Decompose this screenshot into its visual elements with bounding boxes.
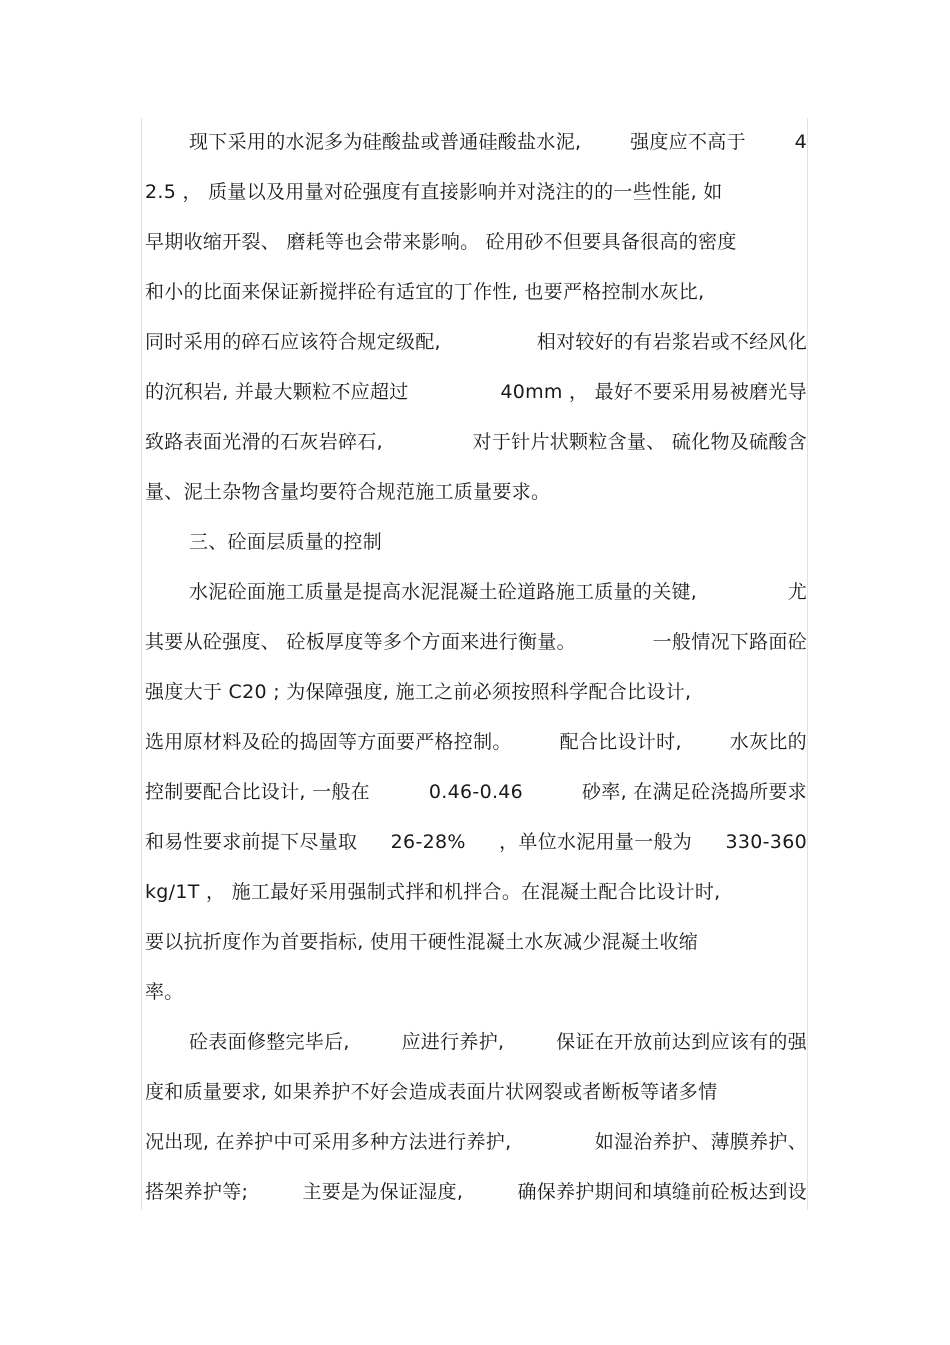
text-line: [145, 424, 807, 474]
text-segment: 砼表面修整完毕后,: [189, 1031, 350, 1053]
text-line: [145, 774, 807, 824]
text-line: [145, 274, 807, 324]
text-segment: 砂率, 在满足砼浇捣所要求: [582, 781, 807, 803]
text-line: [145, 1174, 807, 1224]
text-segment: 如湿治养护、薄膜养护、: [594, 1131, 807, 1153]
text-segment: 三、砼面层质量的控制: [189, 531, 383, 553]
text-segment: 量、泥土杂物含量均要符合规范施工质量要求。: [145, 481, 551, 503]
body-text: [145, 124, 807, 1224]
text-line: [145, 374, 807, 424]
text-line: [145, 624, 807, 674]
text-line: [145, 1074, 807, 1124]
text-line: [145, 874, 807, 924]
text-segment: 强度应不高于: [630, 131, 746, 153]
text-segment: 现下采用的水泥多为硅酸盐或普通硅酸盐水泥,: [189, 131, 582, 153]
text-line: [145, 174, 807, 224]
text-segment: 和易性要求前提下尽量取: [145, 831, 358, 853]
text-segment: 配合比设计时,: [559, 731, 682, 753]
text-segment: 搭架养护等;: [145, 1181, 249, 1203]
text-line: [145, 474, 807, 524]
text-segment: 相对较好的有岩浆岩或不经风化: [536, 331, 807, 353]
text-segment: 早期收缩开裂、 磨耗等也会带来影响。 砼用砂不但要具备很高的密度: [145, 231, 737, 253]
text-segment: 率。: [145, 981, 184, 1003]
text-line: [145, 1024, 807, 1074]
page-frame-left-rule: [141, 118, 142, 1210]
text-segment: 0.46-0.46: [428, 781, 524, 803]
text-line: [145, 824, 807, 874]
text-segment: 2.5 ， 质量以及用量对砼强度有直接影响并对浇注的的一些性能, 如: [145, 181, 723, 203]
text-line: [145, 724, 807, 774]
text-segment: 对于针片状颗粒含量、 硫化物及硫酸含: [472, 431, 807, 453]
text-segment: 4: [794, 131, 807, 153]
text-segment: 控制要配合比设计, 一般在: [145, 781, 370, 803]
text-line: [145, 524, 807, 574]
page-frame-right-rule: [807, 118, 808, 1210]
text-line: [145, 1124, 807, 1174]
text-segment: 确保养护期间和填缝前砼板达到设: [517, 1181, 807, 1203]
text-segment: ，单位水泥用量一般为: [499, 831, 693, 853]
text-segment: 水灰比的: [729, 731, 807, 753]
text-line: [145, 124, 807, 174]
text-segment: 选用原材料及砼的捣固等方面要严格控制。: [145, 731, 512, 753]
text-segment: 度和质量要求, 如果养护不好会造成表面片状网裂或者断板等诸多情: [145, 1081, 718, 1103]
text-segment: 主要是为保证湿度,: [302, 1181, 464, 1203]
text-segment: 水泥砼面施工质量是提高水泥混凝土砼道路施工质量的关键,: [189, 581, 698, 603]
text-segment: 40mm ， 最好不要采用易被磨光导: [500, 381, 807, 403]
text-segment: 26-28%: [390, 831, 466, 853]
text-segment: 尤: [787, 581, 807, 603]
text-line: [145, 224, 807, 274]
text-segment: 强度大于 C20 ; 为保障强度, 施工之前必须按照科学配合比设计,: [145, 681, 692, 703]
text-segment: 其要从砼强度、 砼板厚度等多个方面来进行衡量。: [145, 631, 576, 653]
text-segment: 要以抗折度作为首要指标, 使用干硬性混凝土水灰减少混凝土收缩: [145, 931, 699, 953]
text-line: [145, 574, 807, 624]
text-segment: 和小的比面来保证新搅拌砼有适宜的丁作性, 也要严格控制水灰比,: [145, 281, 705, 303]
text-segment: kg/1T ， 施工最好采用强制式拌和机拌合。在混凝土配合比设计时,: [145, 881, 721, 903]
text-line: [145, 674, 807, 724]
text-segment: 一般情况下路面砼: [652, 631, 807, 653]
text-segment: 况出现, 在养护中可采用多种方法进行养护,: [145, 1131, 512, 1153]
text-segment: 的沉积岩, 并最大颗粒不应超过: [145, 381, 409, 403]
text-segment: 致路表面光滑的石灰岩碎石,: [145, 431, 383, 453]
text-segment: 应进行养护,: [401, 1031, 505, 1053]
text-line: [145, 324, 807, 374]
text-line: [145, 974, 807, 1024]
text-segment: 保证在开放前达到应该有的强: [556, 1031, 807, 1053]
text-line: [145, 924, 807, 974]
text-segment: 330-360: [725, 831, 807, 853]
text-segment: 同时采用的碎石应该符合规定级配,: [145, 331, 441, 353]
